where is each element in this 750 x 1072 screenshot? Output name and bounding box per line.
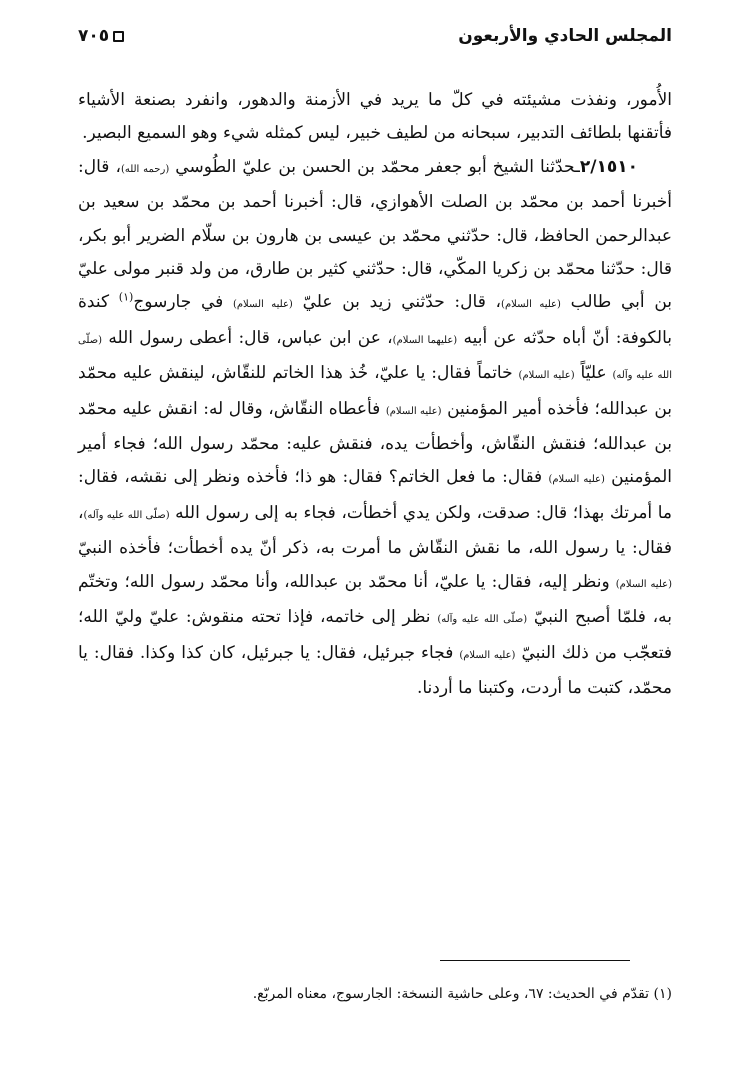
footnote-ref: (١) (118, 290, 134, 304)
hadith-opening: ـحدّثنا الشيخ أبو جعفر محمّد بن الحسن بن عليّ الطُوسي (175, 156, 580, 177)
body-text (78, 84, 672, 705)
hadith-text: ونظر إليه، فقال: يا عليّ، أنا محمّد بن عبدالله، وأنا محمّد رسول الله؛ وتختّم به، فلمّا أصبح النبيّ (78, 571, 672, 628)
honorific: (صلّى الله عليه وآله) (83, 509, 170, 521)
honorific: (صلّى الله عليه وآله) (437, 614, 528, 626)
hadith-text: خاتماً فقال: يا عليّ، خُذ هذا الخاتم للنقّاش، لينقش عليه محمّد بن عبدالله؛ فأخذه أمير المؤمنين (78, 363, 672, 419)
honorific: (عليه السلام) (501, 299, 561, 311)
hadith-number: ٢/١٥١٠ (579, 156, 639, 177)
hadith-text: ، قال: أخبرنا أحمد بن محمّد بن الصلت الأهوازي، قال: أخبرنا أحمد بن محمّد بن سعيد بن عبدالرحمن الحافظ، قال: حدّثني محمّد بن عيسى بن هارون بن سلّام الضرير أبو بكر، قال: حدّثنا محمّد بن زكريا المكّي، قال: حدّثني كثير بن طارق، من ولد قنبر مولى عليّ بن أبي طالب (78, 156, 672, 313)
honorific: (عليه السلام) (385, 405, 442, 417)
hadith-text: فجاء جبرئيل، فقال: يا جبرئيل، كان كذا وكذا. فقال: يا محمّد، كتبت ما أردت، وكتبنا ما أردنا. (78, 642, 672, 698)
hadith-text: فأعطاه النقّاش، وقال له: انقش عليه محمّد بن عبدالله؛ فنقش النقّاش، وأخطأت يده، فنقش عليه: محمّد رسول الله؛ فجاء أمير المؤمنين (78, 398, 672, 488)
hadith-text: فقال: ما فعل الخاتم؟ فقال: هو ذا؛ فأخذه ونظر إلى نقشه، فقال: ما أمرتك بهذا؛ قال: صدقت، ولكن يدي أخطأت، فجاء به إلى رسول الله (78, 467, 672, 523)
hadith-text: في جارسوج (133, 292, 233, 313)
hadith-text: كندة بالكوفة: أنّ أباه حدّثه عن أبيه (78, 292, 672, 348)
honorific: (صلّى الله عليه وآله) (78, 334, 672, 382)
intro-paragraph: الأُمور، ونفذت مشيئته في كلّ ما يريد في الأزمنة والدهور، وانفرد بصنعة الأشياء فأتقنها بلطائف التدبير، سبحانه من لطيف خبير، ليس كمثله شيء وهو السميع البصير. (78, 90, 672, 144)
honorific: (عليه السلام) (548, 474, 605, 486)
hadith-text: ، قال: حدّثني زيد بن عليّ (292, 292, 502, 313)
page-number (78, 26, 124, 46)
hadith-paragraph (78, 151, 672, 706)
honorific: (عليهما السلام) (392, 334, 458, 346)
hadith-text: عليّاً (574, 363, 613, 384)
honorific: (عليه السلام) (232, 299, 293, 311)
honorific: (رحمه الله) (120, 163, 170, 175)
page-header (78, 20, 672, 52)
hadith-text: نظر إلى خاتمه، فإذا تحته منقوش: عليّ وليّ الله؛ فتعجّب من ذلك النبيّ (78, 607, 672, 663)
page-marker-icon (113, 31, 124, 42)
hadith-text: ، فقال: يا رسول الله، ما نقش النقّاش ما أمرت به، ذكر أنّ يده أخطأت؛ فأخذه النبيّ (78, 502, 672, 559)
footnote-divider (440, 960, 630, 961)
hadith-text: ، عن ابن عباس، قال: أعطى رسول الله (102, 327, 393, 348)
honorific: (عليه السلام) (615, 578, 673, 590)
page-number-value: ٧٠٥ (78, 26, 110, 46)
honorific: (عليه السلام) (459, 649, 516, 661)
honorific: (عليه السلام) (518, 370, 575, 382)
chapter-title: المجلس الحادي والأربعون (458, 26, 672, 46)
footnote: (١) تقدّم في الحديث: ٦٧، وعلى حاشية النسخة: الجارسوج، معناه المربّع. (252, 986, 672, 1002)
